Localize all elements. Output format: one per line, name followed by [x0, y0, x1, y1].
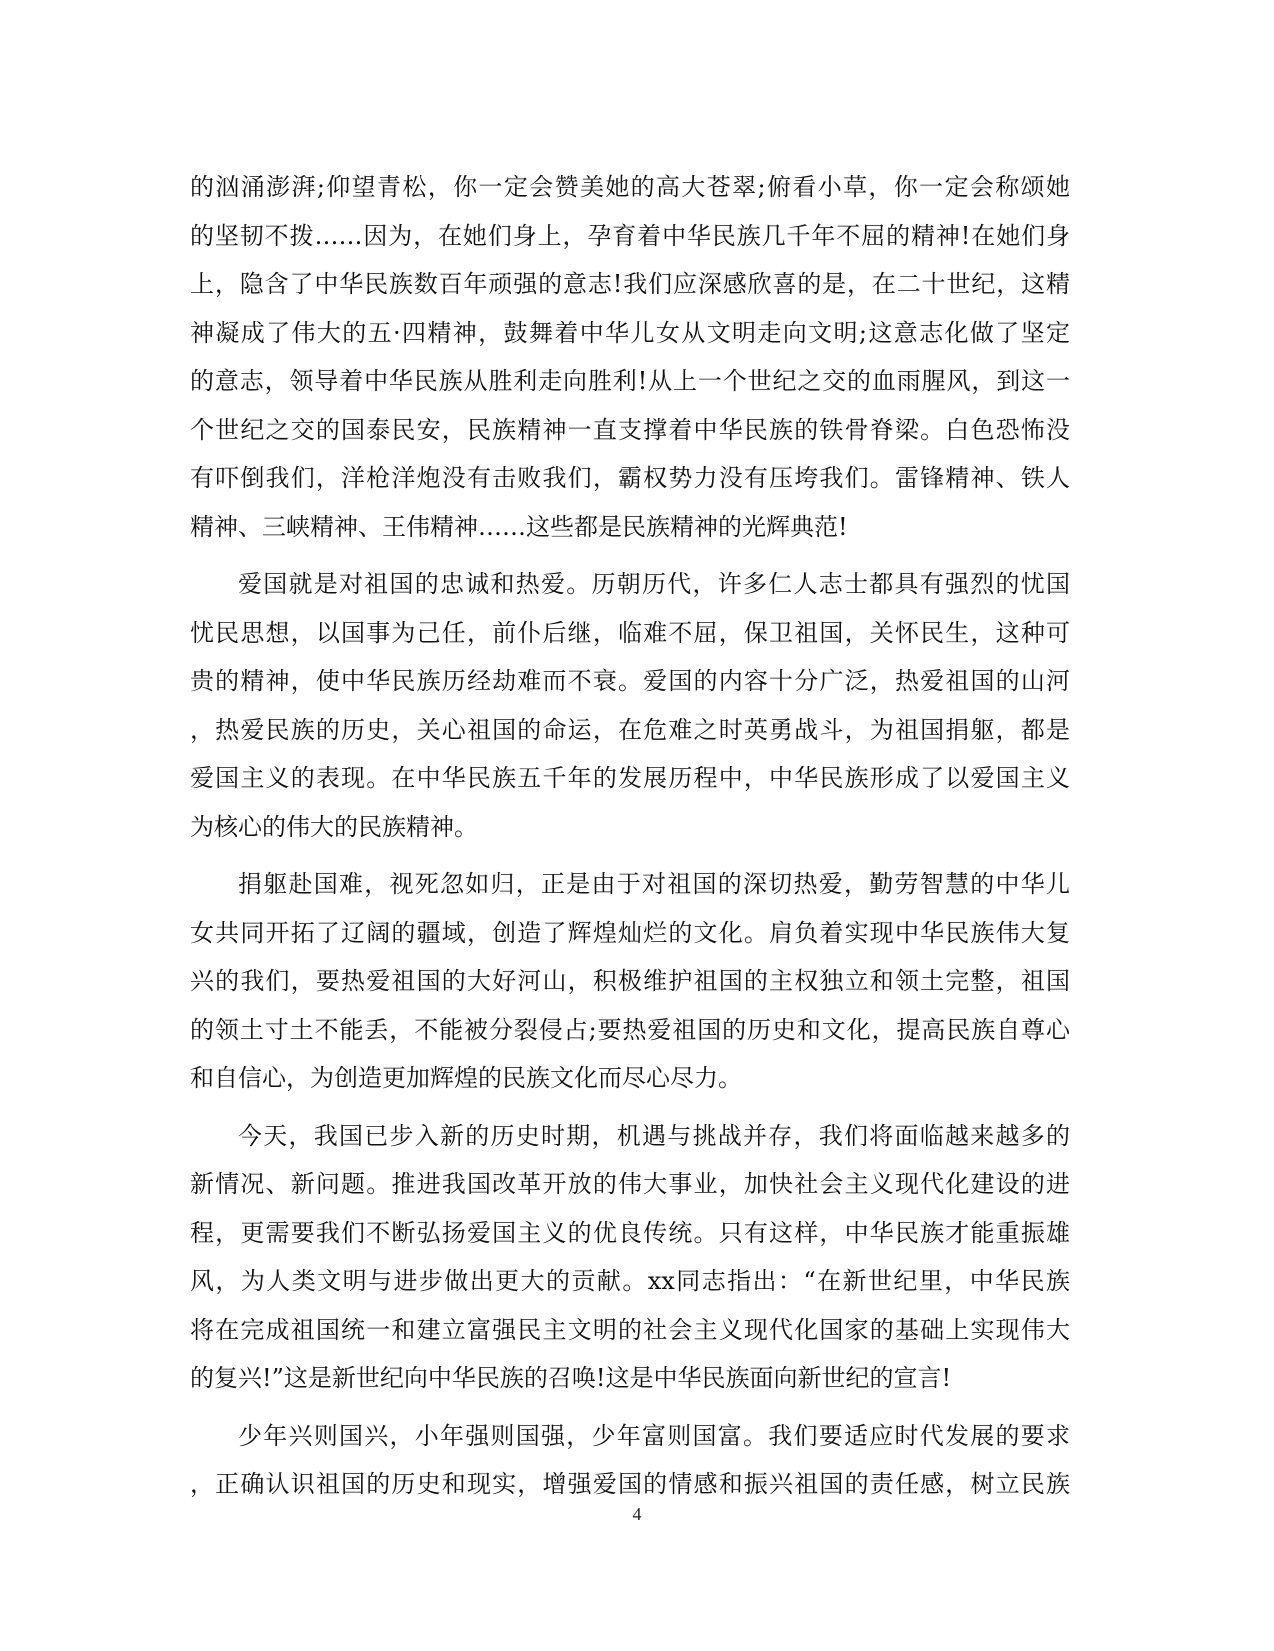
- paragraph-4: [190, 1112, 1070, 1403]
- text-line: 个世纪之交的国泰民安，民族精神一直支撑着中华民族的铁骨脊梁。白色恐怖没: [190, 415, 1070, 444]
- paragraph-spacer: [190, 851, 1070, 860]
- text-line: 新情况、新问题。推进我国改革开放的伟大事业，加快社会主义现代化建设的进: [190, 1170, 1070, 1198]
- text-line: 风，为人类文明与进步做出更大的贡献。xx同志指出：“在新世纪里，中华民族: [190, 1267, 1070, 1295]
- text-line: 程，更需要我们不断弘扬爱国主义的优良传统。只有这样，中华民族才能重振雄: [190, 1218, 1070, 1247]
- paragraph-2: [190, 560, 1070, 851]
- document-body: [190, 163, 1070, 1509]
- text-line: 上，隐含了中华民族数百年顽强的意志!我们应深感欣喜的是，在二十世纪，这精: [190, 270, 1070, 298]
- text-line: 将在完成祖国统一和建立富强民主文明的社会主义现代化国家的基础上实现伟大: [190, 1315, 1070, 1344]
- text-line: 的坚韧不拨……因为，在她们身上，孕育着中华民族几千年不屈的精神!在她们身: [190, 221, 1070, 250]
- paragraph-3: [190, 860, 1070, 1103]
- text-line: 爱国主义的表现。在中华民族五千年的发展历程中，中华民族形成了以爱国主义: [190, 764, 1070, 792]
- text-line: 的领土寸土不能丢，不能被分裂侵占;要热爱祖国的历史和文化，提高民族自尊心: [190, 1015, 1070, 1044]
- text-line: 的汹涌澎湃;仰望青松，你一定会赞美她的高大苍翠;俯看小草，你一定会称颂她: [190, 173, 1070, 201]
- text-line: 的复兴!”这是新世纪向中华民族的召唤!这是中华民族面向新世纪的宣言!: [190, 1364, 952, 1392]
- text-line: 神凝成了伟大的五·四精神，鼓舞着中华儿女从文明走向文明;这意志化做了坚定: [190, 318, 1070, 347]
- text-line: ，热爱民族的历史，关心祖国的命运，在危难之时英勇战斗，为祖国捐躯，都是: [190, 715, 1070, 744]
- paragraph-spacer: [190, 551, 1070, 560]
- text-line: 兴的我们，要热爱祖国的大好河山，积极维护祖国的主权独立和领土完整，祖国: [190, 967, 1070, 995]
- text-line: 精神、三峡精神、王伟精神……这些都是民族精神的光辉典范!: [190, 512, 848, 541]
- text-line: 少年兴则国兴，小年强则国强，少年富则国富。我们要适应时代发展的要求: [238, 1421, 1070, 1450]
- paragraph-spacer: [190, 1403, 1070, 1412]
- paragraph-1: [190, 163, 1070, 551]
- text-line: 和自信心，为创造更加辉煌的民族文化而尽心尽力。: [190, 1064, 742, 1092]
- text-line: 今天，我国已步入新的历史时期，机遇与挑战并存，我们将面临越来越多的: [238, 1121, 1070, 1150]
- text-line: ，正确认识祖国的历史和现实，增强爱国的情感和振兴祖国的责任感，树立民族: [190, 1470, 1070, 1498]
- paragraph-spacer: [190, 1103, 1070, 1112]
- text-line: 为核心的伟大的民族精神。: [190, 812, 478, 841]
- text-line: 有吓倒我们，洋枪洋炮没有击败我们，霸权势力没有压垮我们。雷锋精神、铁人: [190, 464, 1070, 492]
- text-line: 贵的精神，使中华民族历经劫难而不衰。爱国的内容十分广泛，热爱祖国的山河: [190, 667, 1070, 695]
- text-line: 爱国就是对祖国的忠诚和热爱。历朝历代，许多仁人志士都具有强烈的忧国: [238, 570, 1070, 598]
- text-line: 捐躯赴国难，视死忽如归，正是由于对祖国的深切热爱，勤劳智慧的中华儿: [238, 870, 1070, 898]
- page-number: 4: [632, 1504, 642, 1524]
- paragraph-5: [190, 1412, 1070, 1509]
- text-line: 女共同开拓了辽阔的疆域，创造了辉煌灿烂的文化。肩负着实现中华民族伟大复: [190, 918, 1070, 947]
- text-line: 的意志，领导着中华民族从胜利走向胜利!从上一个世纪之交的血雨腥风，到这一: [190, 367, 1070, 395]
- text-line: 忧民思想，以国事为己任，前仆后继，临难不屈，保卫祖国，关怀民生，这种可: [190, 618, 1070, 647]
